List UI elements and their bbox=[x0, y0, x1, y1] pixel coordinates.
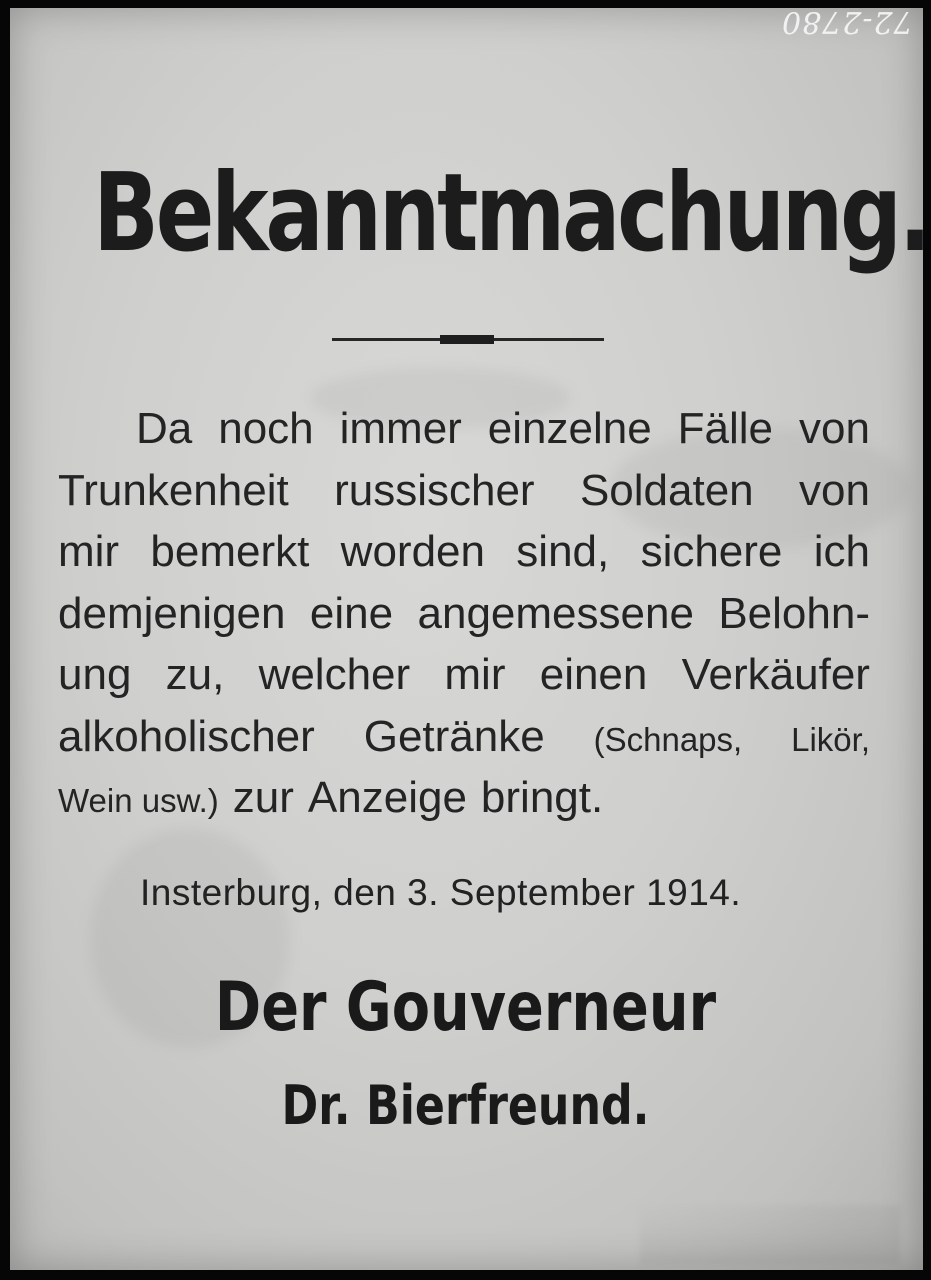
body-word: Da bbox=[136, 404, 193, 453]
body-word: zu, bbox=[165, 650, 225, 699]
body-word: sind, bbox=[516, 527, 610, 576]
paper-wear bbox=[640, 1205, 900, 1265]
body-line bbox=[58, 706, 870, 768]
body-word: Wein usw.) bbox=[58, 782, 219, 819]
body-word: Trunkenheit bbox=[58, 465, 289, 515]
body-word: demjenigen bbox=[58, 588, 286, 638]
body-line bbox=[58, 644, 870, 706]
title-divider-center bbox=[440, 335, 494, 344]
body-word: einen bbox=[539, 650, 648, 699]
body-line bbox=[58, 521, 870, 583]
signature-title: Der Gouverneur bbox=[214, 968, 717, 1047]
body-word: Soldaten bbox=[579, 465, 754, 515]
body-word: einzelne bbox=[487, 404, 652, 453]
body-word: angemessene bbox=[417, 588, 694, 638]
body-word: eine bbox=[309, 588, 394, 638]
body-word: welcher bbox=[258, 650, 411, 699]
body-word: zur bbox=[232, 773, 294, 822]
body-word: sichere bbox=[640, 527, 783, 576]
body-word: Verkäufer bbox=[681, 650, 870, 699]
body-word: bringt. bbox=[480, 773, 604, 822]
body-word: Getränke bbox=[363, 711, 545, 761]
body-line bbox=[58, 583, 870, 645]
body-word: ich bbox=[813, 527, 870, 576]
body-word: bemerkt bbox=[150, 527, 310, 576]
body-word: alkoholischer bbox=[58, 711, 315, 761]
body-word: von bbox=[799, 404, 870, 453]
body-line bbox=[58, 398, 870, 460]
body-word: mir bbox=[58, 527, 120, 576]
body-line bbox=[58, 767, 870, 829]
archive-number: 72-2780 bbox=[781, 4, 913, 39]
body-word: (Schnaps, bbox=[593, 720, 743, 758]
body-word: immer bbox=[339, 404, 462, 453]
body-word: noch bbox=[218, 404, 314, 453]
body-word: Belohn- bbox=[718, 588, 870, 638]
body-word: mir bbox=[444, 650, 506, 699]
body-word: Fälle bbox=[677, 404, 774, 453]
place-date-line: Insterburg, den 3. September 1914. bbox=[140, 872, 742, 913]
announcement-body bbox=[58, 398, 870, 829]
body-word: russischer bbox=[334, 465, 535, 515]
body-word: von bbox=[799, 465, 870, 515]
body-word: Anzeige bbox=[307, 773, 467, 822]
body-word: Likör, bbox=[791, 720, 870, 758]
body-word: ung bbox=[58, 650, 132, 699]
poster-title: Bekanntmachung. bbox=[93, 151, 929, 276]
body-line bbox=[58, 460, 870, 522]
signature-name: Dr. Bierfreund. bbox=[281, 1074, 650, 1137]
body-word: worden bbox=[340, 527, 485, 576]
